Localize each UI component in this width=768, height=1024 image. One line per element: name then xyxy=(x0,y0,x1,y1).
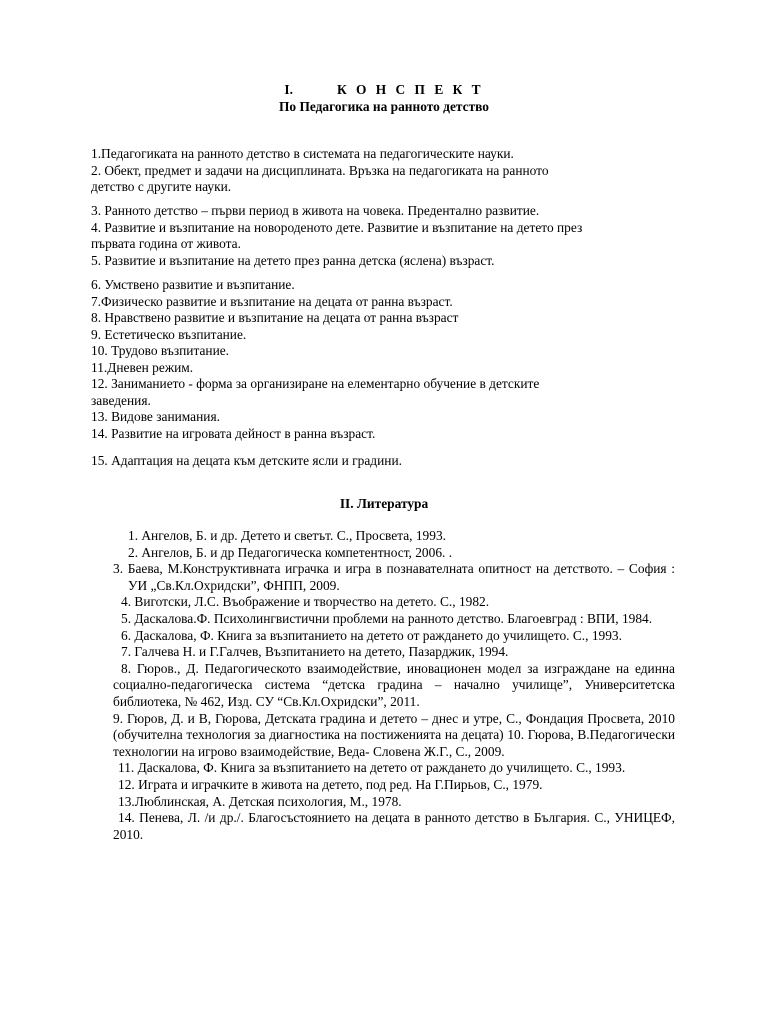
document-title xyxy=(0,82,768,98)
literature-item: 13.Люблинская, А. Детская психология, М., 1978. xyxy=(118,793,402,809)
topic-line: 6. Умствено развитие и възпитание. xyxy=(91,277,295,292)
title-text: К О Н С П Е К Т xyxy=(336,82,484,97)
topics-block-4 xyxy=(91,453,691,470)
document-subtitle: По Педагогика на ранното детство xyxy=(278,99,489,114)
topic-line: 14. Развитие на игровата дейност в ранна възраст. xyxy=(91,425,376,441)
topics-block-2 xyxy=(91,203,691,269)
topic-line: 5. Развитие и възпитание на детето през ранна детска (яслена) възраст. xyxy=(91,252,495,268)
topics-block-3 xyxy=(91,277,691,442)
literature-item: 14. Пенева, Л. /и др./. Благосъстоянието на децата в ранното детство в България. С., УНИЦЕФ, 2010. xyxy=(113,810,675,842)
topic-line: 7.Физическо развитие и възпитание на децата от ранна възраст. xyxy=(91,293,453,309)
topic-line: заведения. xyxy=(91,392,151,408)
literature-item: 12. Играта и играчките в живота на детето, под ред. На Г.Пирьов, С., 1979. xyxy=(118,776,543,792)
literature-item: 4. Виготски, Л.С. Въображение и творчество на детето. С., 1982. xyxy=(121,594,490,610)
literature-item: 6. Даскалова, Ф. Книга за възпитанието на детето от раждането до училището. С., 1993. xyxy=(121,627,622,643)
topic-line: 13. Видове занимания. xyxy=(91,409,220,424)
topic-line: 4. Развитие и възпитание на новороденото дете. Развитие и възпитание на детето през xyxy=(91,219,583,235)
topic-line: 8. Нравствено развитие и възпитание на децата от ранна възраст xyxy=(91,310,459,325)
topic-line: 9. Естетическо възпитание. xyxy=(91,326,247,342)
literature-item: 1. Ангелов, Б. и др. Детето и светът. С., Просвета, 1993. xyxy=(128,528,446,543)
topic-line: 10. Трудово възпитание. xyxy=(91,343,230,358)
topic-line: 12. Заниманието - форма за организиране на елементарно обучение в детските xyxy=(91,376,540,391)
literature-item: 5. Даскалова.Ф. Психолингвистични проблеми на ранното детство. Благоевград : ВПИ, 1984. xyxy=(121,610,653,626)
topic-line: 2. Обект, предмет и задачи на дисциплината. Връзка на педагогиката на ранното xyxy=(91,162,549,178)
literature-item: 8. Гюров., Д. Педагогическото взаимодействие, иновационен модел за изграждане на единна социално-педагогическа система “детска градина – начално училище”, Университетска библиотека, № 462, Изд. СУ “Св.Кл.Охридски”, 2011. xyxy=(113,660,675,709)
topic-line: първата година от живота. xyxy=(91,236,241,251)
topic-line: 3. Ранното детство – първи период в живота на човека. Предентално развитие. xyxy=(91,203,540,218)
topic-line: 15. Адаптация на децата към детските ясли и градини. xyxy=(91,453,402,468)
topic-line: детство с другите науки. xyxy=(91,179,232,194)
literature-heading: II. Литература xyxy=(339,496,429,511)
literature-list xyxy=(113,528,675,843)
literature-item: 7. Галчева Н. и Г.Галчев, Възпитанието на детето, Пазарджик, 1994. xyxy=(121,644,509,660)
literature-item: 9. Гюров, Д. и В, Гюрова, Детската градина и детето – днес и утре, С., Фондация Просвета, 2010 (обучителна технология за диагностика на постиженията на децата) 10. Гюрова, В.Педагогически технологии на игрово взаимодействие, Веда- Словена Ж.Г., С., 2009. xyxy=(113,710,675,759)
literature-item: 2. Ангелов, Б. и др Педагогическа компетентност, 2006. . xyxy=(128,544,453,560)
topic-line: 1.Педагогиката на ранното детство в системата на педагогическите науки. xyxy=(91,146,514,161)
topics-block-1 xyxy=(91,146,691,196)
topic-line: 11.Дневен режим. xyxy=(91,359,194,375)
literature-item: 11. Даскалова, Ф. Книга за възпитанието на детето от раждането до училището. С., 1993. xyxy=(118,760,626,776)
section-number: I. xyxy=(284,82,293,97)
literature-item: 3. Баева, М.Конструктивната играчка и игра в познавателната опитност на детството. – София : УИ „Св.Кл.Охридски”, ФНПП, 2009. xyxy=(113,561,675,593)
